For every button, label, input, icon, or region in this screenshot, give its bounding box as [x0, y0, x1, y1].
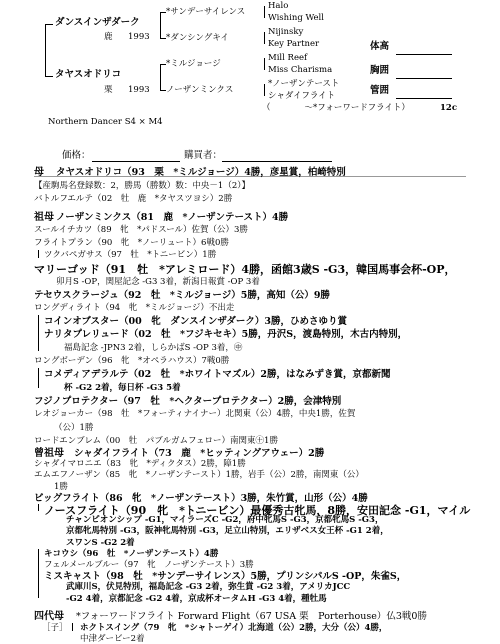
sire-year: 1993: [128, 32, 150, 42]
dam-year: 1993: [128, 85, 150, 95]
great-granddam-line-9: キコウシ（96 牡 *ノーザンテースト）4勝: [44, 548, 219, 559]
dam-line-2: バトルフエルテ（02 牡 鹿 *タヤスツヨシ）2勝: [34, 194, 233, 204]
buyer-label: 購買者：: [184, 150, 223, 161]
great-granddam-section-label: 曾祖母: [34, 448, 64, 459]
great-great-granddam-line-1: ホクトスイング（79 牝 *シャトーゲイ）北海道（公）2勝，大分（公）4勝，: [80, 622, 388, 633]
granddam-line-14: フジノプロテクター（97 牡 *ヘクタープロテクター）2勝，会津特別: [34, 396, 342, 407]
inbreeding-note: Northern Dancer S4 × M4: [48, 117, 163, 127]
granddam-line-13: 杯 -G2 2着，毎日杯 -G3 5着: [64, 383, 181, 393]
dam-sire-sire: Mill Reef: [268, 53, 308, 63]
granddam-line-2: フライトプラン（90 牝 *ノーリュート）6戦0勝: [34, 238, 229, 248]
great-granddam-line-2: エムエフノーザン（85 牝 *ノーザンテースト）1勝，岩手（公）2勝，南関東（公）: [34, 470, 364, 481]
height-field[interactable]: [396, 54, 452, 55]
sire-name: ダンスインザダーク: [55, 17, 140, 28]
great-granddam-line-11: ミスキャスト（98 牡 *サンデーサイレンス）5勝，プリンシパルS -OP，朱雀S，: [44, 571, 407, 583]
granddam-line-12: コメディアデラルテ（02 牡 *ホワイトマズル）2勝，はなみずき賞，京都新聞: [44, 369, 391, 380]
granddam-line-0: ノーザンミンクス（81 鹿 *ノーザンテースト）4勝: [56, 212, 289, 223]
height-label: 体高: [370, 41, 390, 52]
sire-dam: *ダンシングキイ: [166, 33, 229, 43]
dam-color: 栗: [104, 85, 113, 95]
granddam-line-17: ロードエンブレム（00 牡 パブルガムフェロー）南関東㊉1勝: [34, 436, 278, 446]
great-great-granddam-section-label: 四代母: [34, 610, 64, 622]
granddam-line-8: コインオブスター（00 牝 ダンスインザダーク）3勝，ひめさゆり賞: [44, 316, 348, 327]
buyer-field[interactable]: [222, 161, 332, 162]
great-granddam-line-3: 1勝: [54, 481, 68, 492]
granddam-line-11: ロングボーデン（96 牝 *オペラハウス）7戦0勝: [34, 356, 230, 366]
granddam-line-15: レオジョーカー（98 牡 *フォーティナイナー）北関東（公）4勝，中央1勝，佐賀: [34, 409, 356, 419]
dam-dam: ノーザンミンクス: [166, 85, 234, 95]
chest-label: 胸囲: [370, 65, 390, 76]
sire-sire-dam: Wishing Well: [268, 13, 324, 23]
dam-sire-dam: Miss Charisma: [268, 65, 333, 75]
sire-sire: *サンデーサイレンス: [166, 7, 246, 17]
great-granddam-line-13: -G2 4着，京都記念 -G2 4着，京成杯オータムH -G3 4着，種牡馬: [66, 593, 327, 604]
dam-line-0: タヤスオドリコ（93 栗 *ミルジョージ）4勝，彦星賞，柏崎特別: [56, 167, 346, 178]
sire-color: 鹿: [104, 32, 113, 42]
chest-field[interactable]: [396, 78, 452, 79]
granddam-line-1: スールイチカツ（89 牝 *パドスール）佐賀（公）3勝: [34, 225, 248, 235]
granddam-line-6: テセウスクラージュ（92 牡 *ミルジョージ）5勝，高知（公）9勝: [34, 290, 330, 301]
granddam-line-5: 卯月S -OP，関屋記念 -G3 3着，新潟日報賞 -OP 3着: [56, 277, 260, 287]
dam-dam-dam-note: （ ～*フォーワードフライト）: [262, 103, 410, 113]
great-granddam-line-1: シャダイマロニエ（83 牝 *ディクタス）2勝，障1勝: [34, 459, 246, 470]
child-bracket-label: ［子］: [42, 622, 68, 633]
dam-sire: *ミルジョージ: [166, 59, 221, 69]
dam-dam-sire: *ノーザンテースト: [268, 79, 340, 89]
great-great-granddam-line-0: *フォーワードフライト Forward Flight（67 USA 栗 Porterhouse）仏3戦0勝: [76, 610, 427, 622]
sire-dam-sire: Nijinsky: [268, 27, 304, 37]
granddam-line-3: ツクバペガサス（97 牡 *トニービン）1勝: [44, 250, 217, 260]
granddam-section-label: 祖母: [34, 212, 54, 223]
cannon-field[interactable]: [396, 98, 452, 99]
dam-dam-dam: シャダイフライト: [268, 91, 336, 101]
cannon-label: 管囲: [370, 85, 390, 96]
price-label: 価格：: [62, 150, 91, 161]
granddam-line-16: （公）1勝: [54, 423, 94, 433]
granddam-line-7: ロングディライト（94 牝 *ミルジョージ）不出走: [34, 303, 235, 313]
great-granddam-line-8: スワンS -G2 2着: [66, 537, 135, 548]
great-granddam-line-5: ノースフライト（90 牝 *トニービン）最優秀古牝馬，8勝，安田記念 -G1，マイル: [44, 504, 471, 517]
granddam-line-10: 福島記念 -JPN3 2着，しらかばS -OP 3着，㊥: [64, 343, 243, 353]
great-granddam-line-6: チャンピオンシップ -G1，マイラーズC -G2，府中牝馬S -G3，京都牝馬S -G3，: [66, 515, 384, 526]
dam-name: タヤスオドリコ: [55, 69, 122, 80]
great-granddam-line-10: フェルメールブルー（97 牝 ノーザンテースト）3勝: [44, 560, 254, 570]
great-granddam-line-7: 京都牝馬特別 -G3，阪神牝馬特別 -G3，足立山特別，エリザベス女王杯 -G1 2着，: [66, 526, 389, 537]
dam-line-1: 【産駒馬名登録数：2，勝馬（勝数）数：中央－1（2）】: [34, 181, 250, 191]
dam-section-label: 母: [34, 167, 44, 178]
great-granddam-line-12: 武庫川S，伏見特別，福島記念 -G3 2着，弥生賞 -G2 3着，アメリカJCC: [66, 582, 351, 593]
great-granddam-line-0: シャダイフライト（73 鹿 *ヒッティングアウェー）2勝: [74, 448, 325, 459]
sire-sire-sire: Halo: [268, 1, 289, 11]
great-granddam-line-4: ビッグフライト（86 牝 *ノーザンテースト）3勝，朱竹賞，山形（公）4勝: [34, 492, 368, 504]
catalog-number: 12c: [440, 103, 458, 113]
granddam-line-9: ナリタプレリュード（02 牡 *フジキセキ）5勝，丹沢S，渡島特別，木古内特別，: [44, 329, 408, 340]
price-field[interactable]: [92, 161, 180, 162]
sire-dam-dam: Key Partner: [268, 39, 320, 49]
granddam-line-4: マリーゴッド（91 牡 *アレミロード）4勝，函館3歳S -G3，韓国馬事会杯-OP，: [34, 263, 456, 276]
great-great-granddam-line-2: 中津ダービー2着: [80, 633, 145, 644]
